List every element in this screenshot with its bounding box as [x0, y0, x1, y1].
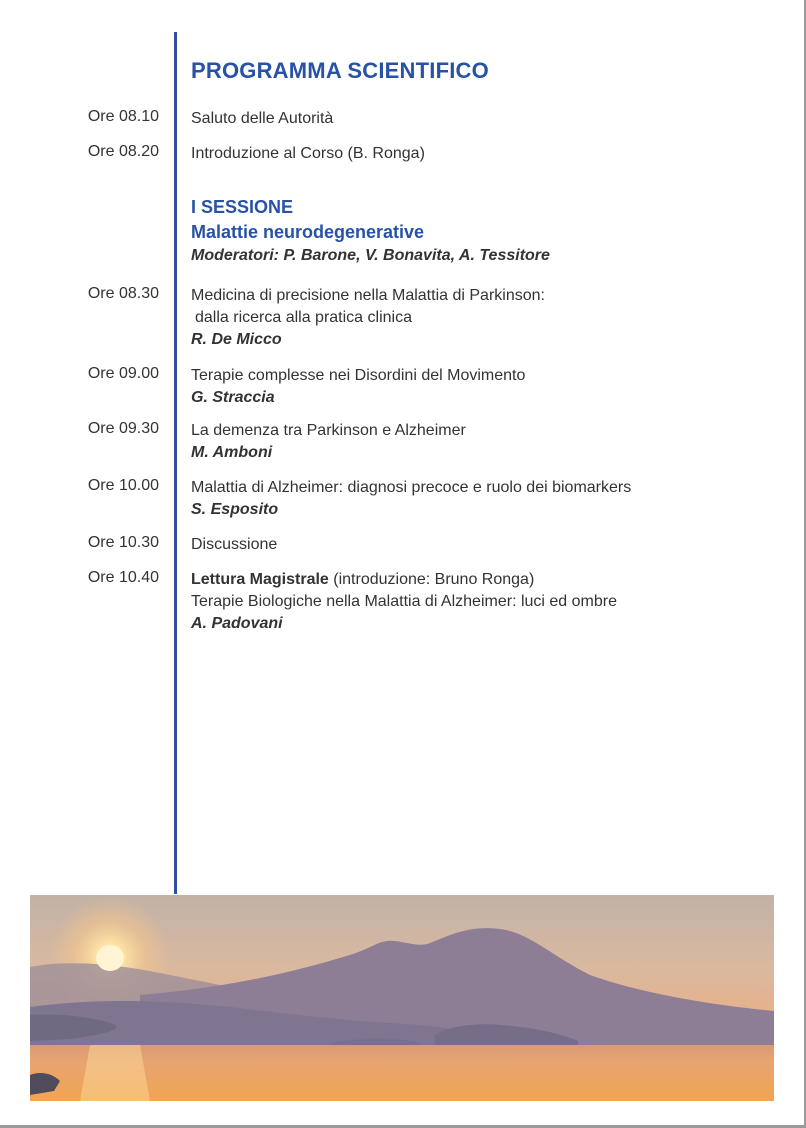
vesuvius-sunset-illustration — [30, 895, 774, 1101]
session-subtitle: Malattie neurodegenerative — [191, 222, 425, 242]
session-label: I SESSIONE — [191, 197, 294, 217]
time-label: Ore 08.20 — [87, 143, 159, 160]
speaker-name: S. Esposito — [191, 501, 279, 518]
talk-title: Discussione — [191, 536, 278, 553]
item-text: Introduzione al Corso (B. Ronga) — [191, 145, 425, 162]
talk-title: Medicina di precisione nella Malattia di Parkinson: — [191, 287, 545, 304]
speaker-name: A. Padovani — [191, 615, 283, 632]
talk-title: Malattia di Alzheimer: diagnosi precoce e ruolo dei biomarkers — [191, 479, 632, 496]
lecture-title: Terapie Biologiche nella Malattia di Alzheimer: luci ed ombre — [191, 593, 617, 610]
session-moderators: Moderatori: P. Barone, V. Bonavita, A. Tessitore — [191, 247, 550, 264]
item-text: Saluto delle Autorità — [191, 110, 334, 127]
sunset-landscape-image — [30, 895, 774, 1101]
time-label: Ore 10.30 — [87, 534, 159, 551]
lecture-heading-rest: (introduzione: Bruno Ronga) — [328, 571, 535, 588]
talk-title: Terapie complesse nei Disordini del Movimento — [191, 367, 526, 384]
talk-title: La demenza tra Parkinson e Alzheimer — [191, 422, 466, 439]
time-label: Ore 09.30 — [87, 420, 159, 437]
page-title: PROGRAMMA SCIENTIFICO — [191, 58, 489, 83]
vertical-rule — [174, 32, 177, 894]
talk-title: dalla ricerca alla pratica clinica — [195, 309, 412, 326]
time-label: Ore 10.00 — [87, 477, 159, 494]
speaker-name: R. De Micco — [191, 331, 282, 348]
lecture-heading-bold: Lettura Magistrale — [191, 571, 329, 588]
time-label: Ore 08.30 — [87, 285, 159, 302]
time-label: Ore 09.00 — [87, 365, 159, 382]
time-label: Ore 10.40 — [87, 569, 159, 586]
speaker-name: M. Amboni — [191, 444, 273, 461]
time-label: Ore 08.10 — [87, 108, 159, 125]
lecture-heading — [191, 569, 781, 591]
speaker-name: G. Straccia — [191, 389, 275, 406]
